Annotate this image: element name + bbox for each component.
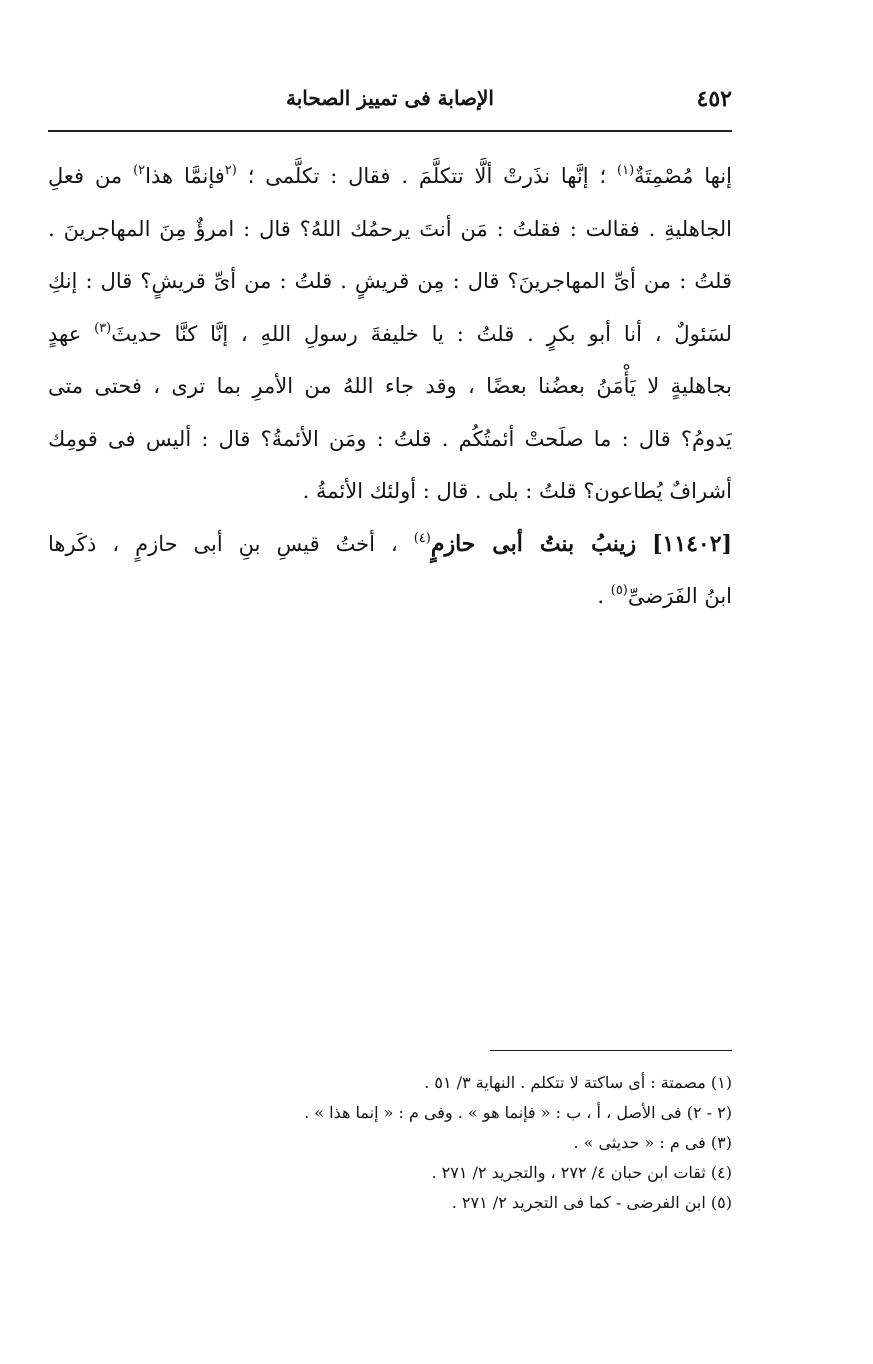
text-segment: من فعلِ [48,164,134,188]
footnote-3: (٣) فى م : « حديثى » . [573,1133,732,1152]
footnote-mark-5: (٥) [610,583,628,598]
footnote-mark-2-close: ٢) [133,163,146,178]
text-line-5: بجاهليةٍ لا يَأْمَنُ بعضُنا بعضًا ، وقد جاء اللهُ من الأمرِ بما ترى ، فحتى متى [48,374,732,398]
running-title: الإصابة فى تمييز الصحابة [286,86,494,110]
text-segment: ابنُ الفَرَضىِّ [627,584,732,608]
entry-line-2 [48,570,732,623]
text-segment: ، أختُ قيسِ بنِ أبى حازمٍ ، ذكَرها [48,531,414,556]
footnote-mark-1: (١) [617,163,635,178]
text-segment: ؛ إنَّها نذَرتْ ألَّا تتكلَّمَ . فقال : تكلَّمى ؛ [236,164,618,188]
text-segment: عهدٍ [48,321,95,346]
footnote-5: (٥) ابن الفرضى - كما فى التجريد ٢/ ٢٧١ . [451,1193,732,1212]
text-segment: لسَئولٌ ، أنا أبو بكرٍ . قلتُ : يا خليفةَ رسولِ اللهِ ، إنَّا كنَّا حديثَ [111,321,732,346]
text-line-6: يَدومُ؟ قال : ما صلَحتْ أئمتُكُم . قلتُ : ومَن الأئمةُ؟ قال : أليس فى قومِك [48,426,732,451]
text-segment: إنها مُصْمِتَةٌ [634,164,732,188]
footnote-mark-2-open: (٢ [224,163,237,178]
page-number: ٤٥٢ [696,86,732,112]
footnote-2: (٢ - ٢) فى الأصل ، أ ، ب : « فإنما هو » . وفى م : « إنما هذا » . [304,1103,732,1122]
text-line-4 [48,308,732,361]
footnote-4: (٤) ثقات ابن حبان ٤/ ٢٧٢ ، والتجريد ٢/ ٢٧١ . [431,1163,732,1182]
running-header [48,80,732,114]
main-text [48,150,732,623]
text-line-1 [48,150,732,203]
footnote-1: (١) مصمتة : أى ساكتة لا تتكلم . النهاية ٣/ ٥١ . [424,1073,732,1092]
text-segment: . [597,584,611,608]
entry-number: [١١٤٠٢] [652,530,732,557]
footnote-mark-3: (٣) [94,320,112,336]
entry-line-1 [48,518,732,571]
text-line-3: قلتُ : من أىِّ المهاجرينَ؟ قال : مِن قريشٍ . قلتُ : من أىِّ قريشٍ؟ قال : إنكِ [48,269,732,293]
text-segment: فإنمَّا هذا [145,164,225,188]
entry-heading: زينبُ بنتُ أبى حازمٍ [430,530,637,557]
text-line-2: الجاهليةِ . فقالت : فقلتُ : مَن أنتَ يرحمُك اللهُ؟ قال : امرؤٌ مِنَ المهاجرينَ . [48,216,732,241]
footnotes [48,1068,732,1218]
footnote-rule [490,1050,732,1051]
text-line-7: أشرافٌ يُطاعون؟ قلتُ : بلى . قال : أولئك الأئمةُ . [302,479,732,503]
footnote-mark-4: (٤) [413,530,431,546]
header-rule [48,130,732,132]
